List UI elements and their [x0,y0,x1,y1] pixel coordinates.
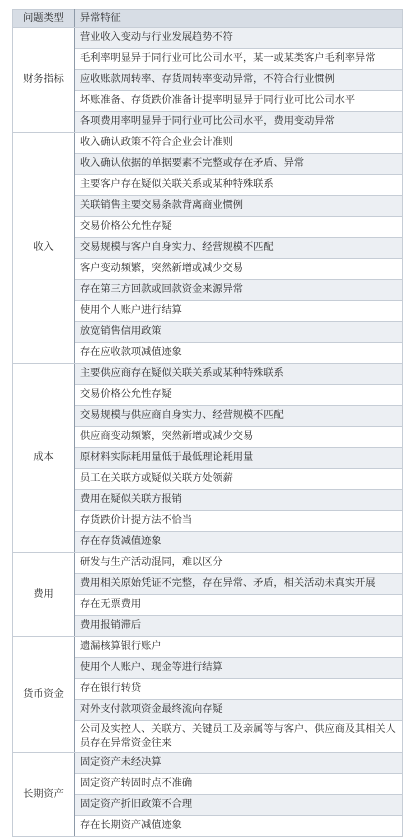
feature-cell: 供应商变动频繁，突然新增或减少交易 [75,427,403,448]
feature-cell: 存在应收款项减值迹象 [75,343,403,364]
feature-cell: 收入确认政策不符合企业会计准则 [75,133,403,154]
feature-cell: 对外支付款项资金最终流向存疑 [75,700,403,721]
feature-cell: 使用个人账户、现金等进行结算 [75,658,403,679]
feature-cell: 员工在关联方或疑似关联方处领薪 [75,469,403,490]
category-cell: 货币资金 [13,637,75,753]
table-header-row [13,10,403,28]
table-body [13,28,403,837]
feature-cell: 关联销售主要交易条款背离商业惯例 [75,196,403,217]
feature-cell: 遗漏核算银行账户 [75,637,403,658]
feature-cell: 交易价格公允性存疑 [75,385,403,406]
feature-cell: 存在长期资产减值迹象 [75,816,403,837]
feature-cell: 费用相关原始凭证不完整，存在异常、矛盾，相关活动未真实开展 [75,574,403,595]
feature-cell: 放宽销售信用政策 [75,322,403,343]
header-category: 问题类型 [13,10,75,28]
feature-cell: 各项费用率明显异于同行业可比公司水平，费用变动异常 [75,112,403,133]
feature-cell: 交易规模与供应商自身实力、经营规模不匹配 [75,406,403,427]
feature-cell: 坏账准备、存货跌价准备计提率明显异于同行业可比公司水平 [75,91,403,112]
header-feature: 异常特征 [75,10,403,28]
feature-cell: 主要客户存在疑似关联关系或某种特殊联系 [75,175,403,196]
feature-cell: 固定资产未经决算 [75,753,403,774]
feature-cell: 收入确认依据的单据要素不完整或存在矛盾、异常 [75,154,403,175]
feature-cell: 交易规模与客户自身实力、经营规模不匹配 [75,238,403,259]
category-cell: 成本 [13,364,75,553]
feature-cell: 交易价格公允性存疑 [75,217,403,238]
feature-cell: 使用个人账户进行结算 [75,301,403,322]
table-row [13,553,403,574]
feature-cell: 原材料实际耗用量低于最低理论耗用量 [75,448,403,469]
feature-cell: 存在存货减值迹象 [75,532,403,553]
table-row [13,28,403,49]
feature-cell: 费用报销滞后 [75,616,403,637]
feature-cell: 存在银行转贷 [75,679,403,700]
category-cell: 费用 [13,553,75,637]
feature-cell: 研发与生产活动混同，难以区分 [75,553,403,574]
feature-cell: 存在无票费用 [75,595,403,616]
feature-cell: 固定资产折旧政策不合理 [75,795,403,816]
category-cell: 收入 [13,133,75,364]
feature-cell: 主要供应商存在疑似关联关系或某种特殊联系 [75,364,403,385]
table-row [13,753,403,774]
category-cell: 财务指标 [13,28,75,133]
anomaly-table [12,9,403,837]
table-row [13,364,403,385]
feature-cell: 费用在疑似关联方报销 [75,490,403,511]
feature-cell: 应收账款周转率、存货周转率变动异常，不符合行业惯例 [75,70,403,91]
table-row [13,637,403,658]
feature-cell: 固定资产转固时点不准确 [75,774,403,795]
feature-cell: 毛利率明显异于同行业可比公司水平，某一或某类客户毛利率异常 [75,49,403,70]
feature-cell: 存在第三方回款或回款资金来源异常 [75,280,403,301]
feature-cell: 营业收入变动与行业发展趋势不符 [75,28,403,49]
category-cell: 长期资产 [13,753,75,837]
feature-cell: 客户变动频繁，突然新增或减少交易 [75,259,403,280]
feature-cell: 公司及实控人、关联方、关键员工及亲属等与客户、供应商及其相关人员存在异常资金往来 [75,721,403,753]
feature-cell: 存货跌价计提方法不恰当 [75,511,403,532]
table-row [13,133,403,154]
